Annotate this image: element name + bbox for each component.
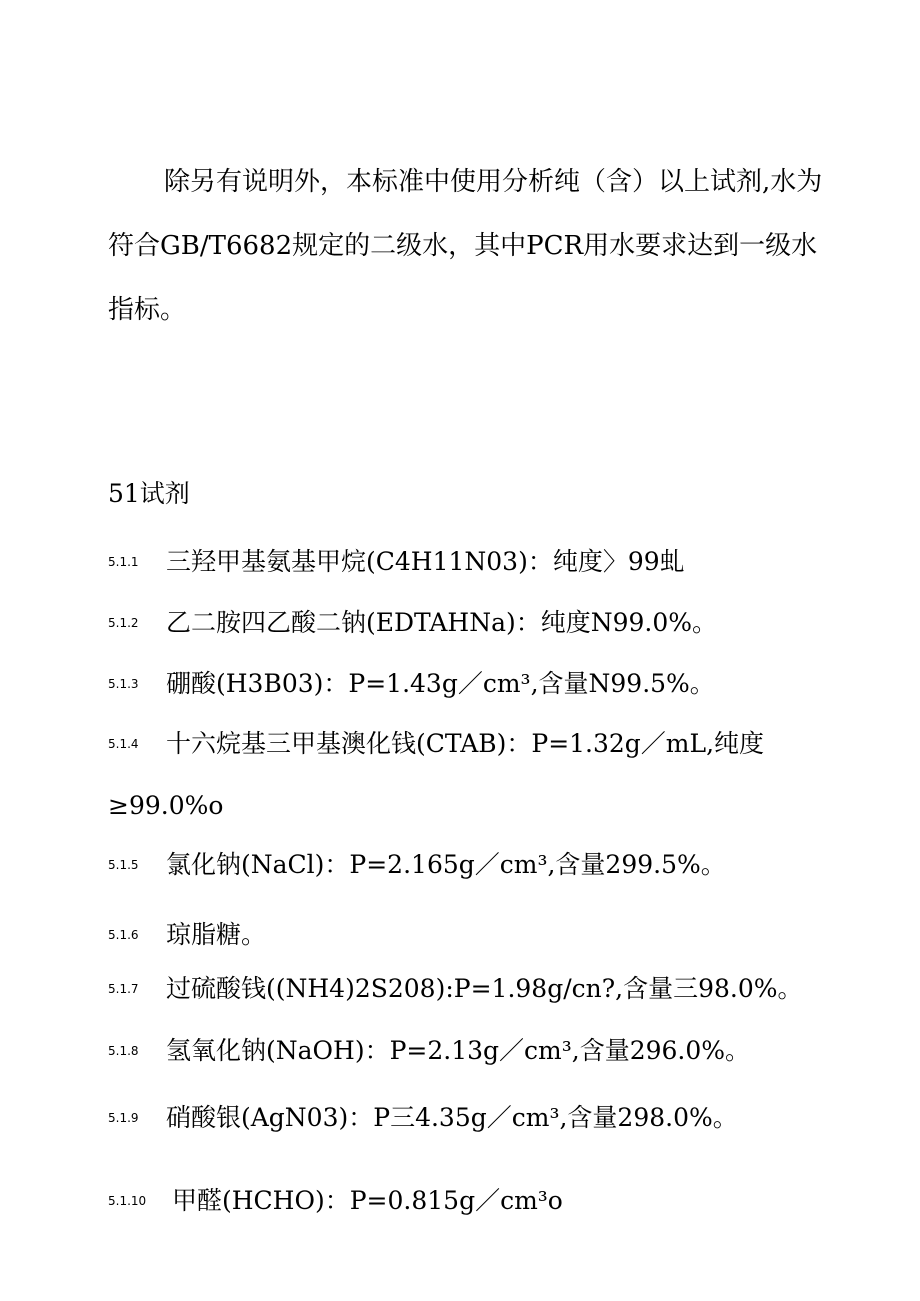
item-text: 氢氧化钠(NaOH)：P=2.13g／cm³,含量296.0%。 bbox=[166, 1036, 751, 1065]
list-item bbox=[0, 542, 920, 582]
item-continuation: ≥99.0%o bbox=[108, 791, 224, 820]
section-heading: 51试剂 bbox=[108, 479, 190, 508]
item-number: 5.1.8 bbox=[108, 1044, 139, 1058]
item-text: 硼酸(H3B03)：P=1.43g／cm³,含量N99.5%。 bbox=[166, 669, 715, 698]
item-text: 乙二胺四乙酸二钠(EDTAHNa)：纯度N99.0%。 bbox=[166, 608, 718, 637]
list-item bbox=[0, 603, 920, 643]
list-item bbox=[0, 1098, 920, 1138]
item-text: 氯化钠(NaCl)：P=2.165g／cm³,含量299.5%。 bbox=[166, 850, 726, 879]
list-item bbox=[0, 724, 920, 764]
item-text: 三羟甲基氨基甲烷(C4H11N03)：纯度〉99虬 bbox=[166, 547, 685, 576]
item-text: 十六烷基三甲基澳化钱(CTAB)：P=1.32g／mL,纯度 bbox=[166, 729, 765, 758]
list-item bbox=[0, 1181, 920, 1221]
item-number: 5.1.2 bbox=[108, 616, 139, 630]
intro-paragraph bbox=[108, 150, 838, 342]
item-number: 5.1.10 bbox=[108, 1194, 147, 1208]
item-number: 5.1.1 bbox=[108, 555, 139, 569]
item-text: 琼脂糖。 bbox=[166, 920, 267, 949]
list-item bbox=[0, 845, 920, 885]
item-text: 硝酸银(AgN03)：P三4.35g／cm³,含量298.0%。 bbox=[166, 1103, 738, 1132]
item-number: 5.1.4 bbox=[108, 737, 139, 751]
item-number: 5.1.3 bbox=[108, 677, 139, 691]
list-item bbox=[0, 664, 920, 704]
item-text: 过硫酸钱((NH4)2S208):P=1.98g/cn?,含量三98.0%。 bbox=[166, 974, 803, 1003]
intro-text: 除另有说明外，本标准中使用分析纯（含）以上试剂,水为符合GB/T6682规定的二级水，其中PCR用水要求达到一级水指标。 bbox=[108, 167, 823, 325]
list-item bbox=[0, 969, 920, 1009]
item-number: 5.1.7 bbox=[108, 982, 139, 996]
item-text: 甲醛(HCHO)：P=0.815g／cm³o bbox=[172, 1186, 563, 1215]
item-number: 5.1.5 bbox=[108, 858, 139, 872]
item-number: 5.1.9 bbox=[108, 1111, 139, 1125]
list-item bbox=[0, 1031, 920, 1071]
list-item bbox=[0, 915, 920, 955]
item-number: 5.1.6 bbox=[108, 928, 139, 942]
